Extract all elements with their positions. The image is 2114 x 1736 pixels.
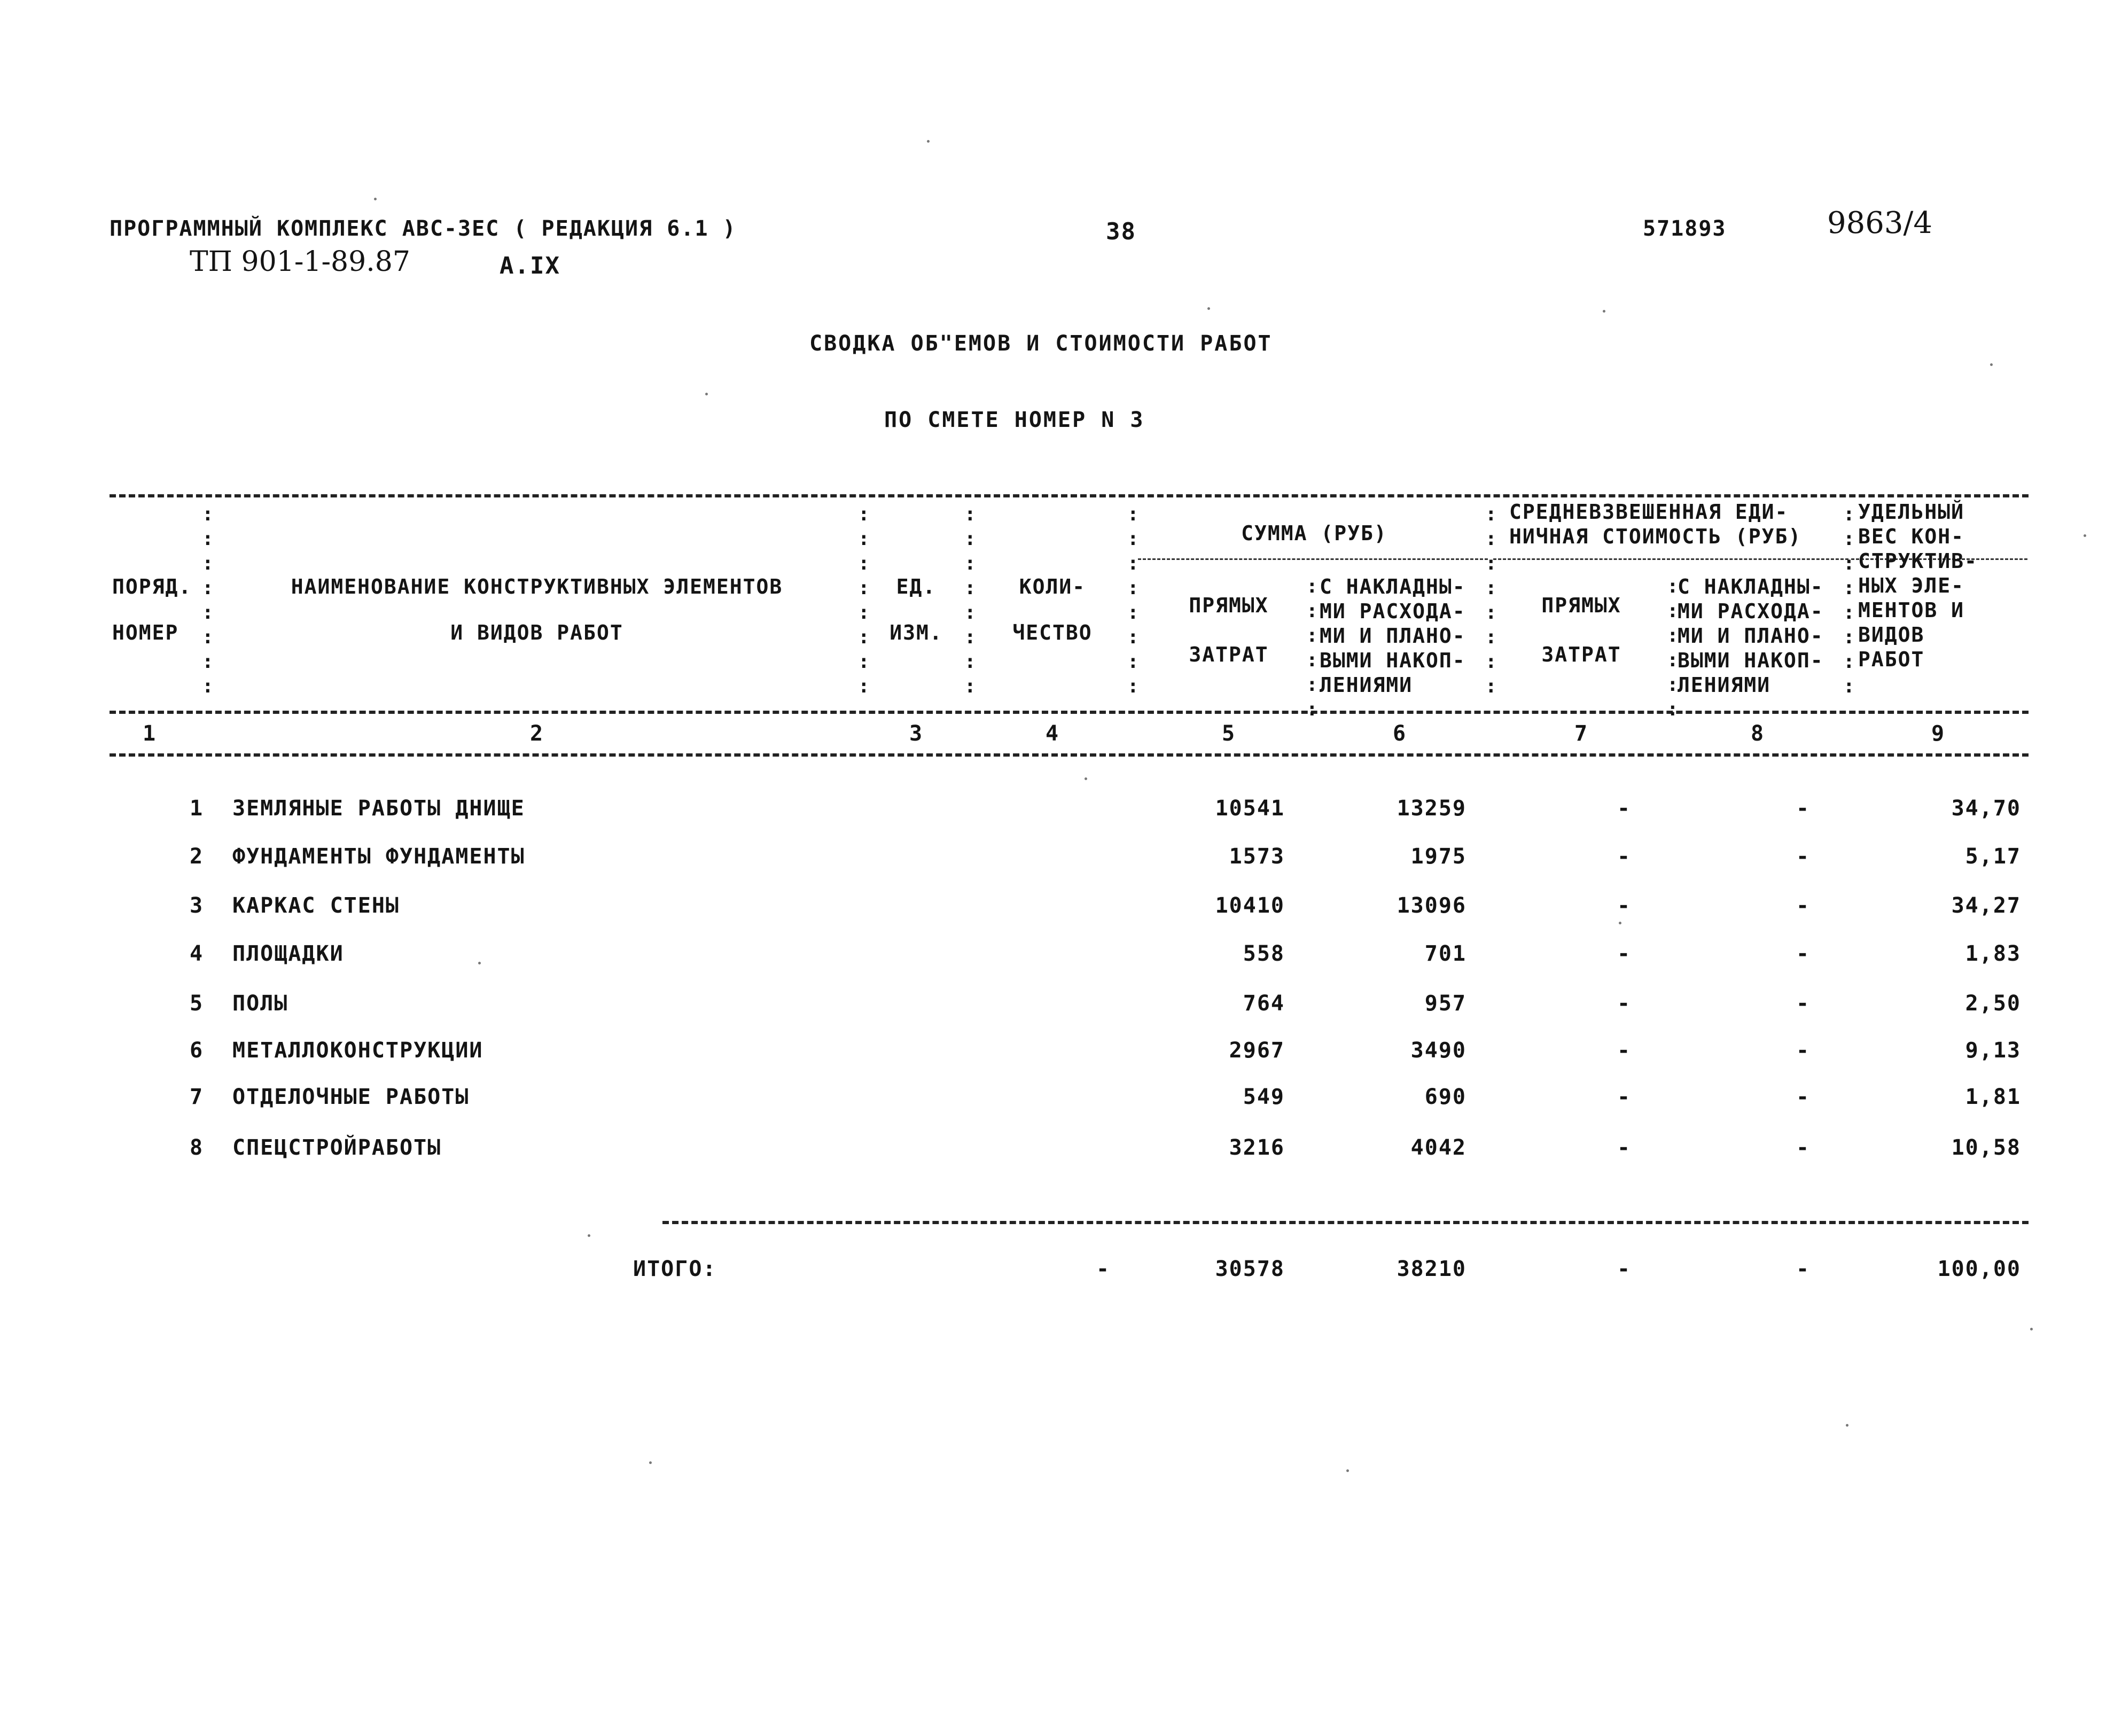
- separator-col7: : : : : : :: [1667, 575, 1679, 720]
- header-overhead-cost: С НАКЛАДНЫ- МИ РАСХОДА- МИ И ПЛАНО- ВЫМИ НАКОП- ЛЕНИЯМИ: [1320, 575, 1466, 697]
- row-avg-overhead: -: [1796, 1085, 1811, 1109]
- scan-speck: [1619, 922, 1621, 924]
- row-avg-overhead: -: [1796, 941, 1811, 966]
- header-avg-overhead: С НАКЛАДНЫ- МИ РАСХОДА- МИ И ПЛАНО- ВЫМИ НАКОП- ЛЕНИЯМИ: [1678, 575, 1824, 697]
- row-name: ФУНДАМЕНТЫ ФУНДАМЕНТЫ: [232, 844, 525, 869]
- column-number: 9: [1931, 721, 1946, 746]
- row-direct-cost: 3216: [1229, 1135, 1285, 1160]
- row-avg-direct: -: [1617, 991, 1632, 1016]
- row-avg-overhead: -: [1796, 893, 1811, 918]
- row-share: 1,83: [1965, 941, 2021, 966]
- row-share: 10,58: [1951, 1135, 2021, 1160]
- separator-col6: : : : : : : : :: [1485, 503, 1497, 697]
- header-sum-group: СУММА (РУБ): [1241, 521, 1387, 545]
- scan-speck: [1346, 1469, 1349, 1472]
- scan-speck: [927, 140, 930, 143]
- column-number: 1: [142, 721, 157, 746]
- scan-speck: [1603, 310, 1605, 313]
- column-number-rule: [110, 753, 2029, 757]
- page-number: 38: [1106, 218, 1136, 245]
- row-overhead-cost: 13096: [1397, 893, 1466, 918]
- scan-speck: [2084, 534, 2086, 537]
- row-number: 5: [190, 991, 204, 1016]
- row-number: 7: [190, 1085, 204, 1109]
- header-element-name: НАИМЕНОВАНИЕ КОНСТРУКТИВНЫХ ЭЛЕМЕНТОВ И ВИДОВ РАБОТ: [291, 575, 783, 644]
- row-name: ЗЕМЛЯНЫЕ РАБОТЫ ДНИЩЕ: [232, 796, 525, 821]
- row-avg-overhead: -: [1796, 1135, 1811, 1160]
- separator-col3: : : : : : : : :: [964, 503, 976, 697]
- avg-group-rule: [1493, 558, 1848, 560]
- row-overhead-cost: 3490: [1410, 1038, 1466, 1063]
- row-avg-direct: -: [1617, 844, 1632, 869]
- row-avg-overhead: -: [1796, 1038, 1811, 1063]
- header-unit: ЕД. ИЗМ.: [890, 575, 943, 644]
- column-number: 3: [909, 721, 924, 746]
- row-number: 8: [190, 1135, 204, 1160]
- totals-direct-cost: 30578: [1215, 1257, 1285, 1281]
- row-number: 3: [190, 893, 204, 918]
- separator-col8: : : : : : : : :: [1843, 503, 1855, 697]
- row-overhead-cost: 1975: [1410, 844, 1466, 869]
- row-name: ОТДЕЛОЧНЫЕ РАБОТЫ: [232, 1085, 470, 1109]
- row-direct-cost: 10410: [1215, 893, 1285, 918]
- page-title: СВОДКА ОБ"ЕМОВ И СТОИМОСТИ РАБОТ: [809, 331, 1273, 356]
- header-avg-group: СРЕДНЕВЗВЕШЕННАЯ ЕДИ- НИЧНАЯ СТОИМОСТЬ (РУБ): [1509, 500, 1802, 548]
- separator-col2: : : : : : : : :: [858, 503, 870, 697]
- header-share: УДЕЛЬНЫЙ ВЕС КОН- СТРУКТИВ- НЫХ ЭЛЕ- МЕНТОВ И ВИДОВ РАБОТ: [1858, 500, 1978, 671]
- row-avg-overhead: -: [1796, 991, 1811, 1016]
- scan-speck: [478, 962, 481, 964]
- row-share: 2,50: [1965, 991, 2021, 1016]
- row-number: 4: [190, 941, 204, 966]
- scan-speck: [1990, 363, 1993, 366]
- row-name: ПОЛЫ: [232, 991, 288, 1016]
- row-overhead-cost: 690: [1424, 1085, 1466, 1109]
- separator-col4: : : : : : : : :: [1127, 503, 1139, 697]
- scan-speck: [649, 1461, 652, 1464]
- row-name: СПЕЦСТРОЙРАБОТЫ: [232, 1135, 442, 1160]
- row-number: 2: [190, 844, 204, 869]
- row-name: МЕТАЛЛОКОНСТРУКЦИИ: [232, 1038, 483, 1063]
- scan-speck: [588, 1234, 590, 1237]
- row-avg-direct: -: [1617, 1135, 1632, 1160]
- row-direct-cost: 10541: [1215, 796, 1285, 821]
- row-share: 5,17: [1965, 844, 2021, 869]
- row-direct-cost: 558: [1243, 941, 1285, 966]
- scan-speck: [1207, 307, 1210, 310]
- scan-speck: [2030, 1328, 2033, 1330]
- row-direct-cost: 1573: [1229, 844, 1285, 869]
- row-avg-overhead: -: [1796, 796, 1811, 821]
- totals-rule: [662, 1221, 2029, 1224]
- row-share: 34,27: [1951, 893, 2021, 918]
- header-direct-cost: ПРЯМЫХ ЗАТРАТ: [1189, 594, 1269, 666]
- row-direct-cost: 549: [1243, 1085, 1285, 1109]
- album-code: А.IX: [500, 252, 560, 279]
- row-share: 1,81: [1965, 1085, 2021, 1109]
- inventory-number: 9863/4: [1827, 206, 1933, 240]
- totals-label: ИТОГО:: [633, 1257, 717, 1281]
- totals-overhead-cost: 38210: [1397, 1257, 1466, 1281]
- totals-avg-overhead: -: [1796, 1257, 1811, 1281]
- scan-speck: [1085, 777, 1087, 780]
- row-avg-direct: -: [1617, 893, 1632, 918]
- column-number: 7: [1574, 721, 1589, 746]
- row-number: 6: [190, 1038, 204, 1063]
- row-direct-cost: 764: [1243, 991, 1285, 1016]
- header-bottom-rule: [110, 711, 2029, 714]
- scan-speck: [705, 393, 708, 395]
- row-avg-direct: -: [1617, 1038, 1632, 1063]
- row-avg-direct: -: [1617, 796, 1632, 821]
- totals-share: 100,00: [1937, 1257, 2021, 1281]
- column-number: 4: [1045, 721, 1060, 746]
- separator-col1: : : : : : : : :: [202, 503, 214, 697]
- row-overhead-cost: 4042: [1410, 1135, 1466, 1160]
- scan-speck: [374, 198, 377, 200]
- totals-quantity: -: [1096, 1257, 1111, 1281]
- header-order-number: ПОРЯД. НОМЕР: [112, 575, 192, 644]
- column-number: 6: [1392, 721, 1407, 746]
- row-avg-direct: -: [1617, 941, 1632, 966]
- row-name: ПЛОЩАДКИ: [232, 941, 344, 966]
- row-name: КАРКАС СТЕНЫ: [232, 893, 400, 918]
- header-quantity: КОЛИ- ЧЕСТВО: [1012, 575, 1093, 644]
- separator-col5: : : : : : :: [1306, 575, 1318, 720]
- column-number: 8: [1750, 721, 1765, 746]
- row-share: 34,70: [1951, 796, 2021, 821]
- header-avg-direct: ПРЯМЫХ ЗАТРАТ: [1541, 594, 1621, 666]
- row-avg-direct: -: [1617, 1085, 1632, 1109]
- row-overhead-cost: 701: [1424, 941, 1466, 966]
- row-share: 9,13: [1965, 1038, 2021, 1063]
- table-top-rule: [110, 494, 2029, 497]
- row-direct-cost: 2967: [1229, 1038, 1285, 1063]
- project-code: ТП 901-1-89.87: [190, 246, 410, 278]
- document-code: 571893: [1643, 216, 1727, 241]
- page-subtitle: ПО СМЕТЕ НОМЕР N 3: [884, 408, 1145, 432]
- row-avg-overhead: -: [1796, 844, 1811, 869]
- program-title: ПРОГРАММНЫЙ КОМПЛЕКС АВС-3ЕС ( РЕДАКЦИЯ 6.1 ): [110, 216, 737, 241]
- row-number: 1: [190, 796, 204, 821]
- column-number: 2: [529, 721, 544, 746]
- sum-group-rule: [1138, 558, 1488, 560]
- scan-speck: [1846, 1424, 1848, 1427]
- totals-avg-direct: -: [1617, 1257, 1632, 1281]
- column-number: 5: [1221, 721, 1236, 746]
- row-overhead-cost: 13259: [1397, 796, 1466, 821]
- row-overhead-cost: 957: [1424, 991, 1466, 1016]
